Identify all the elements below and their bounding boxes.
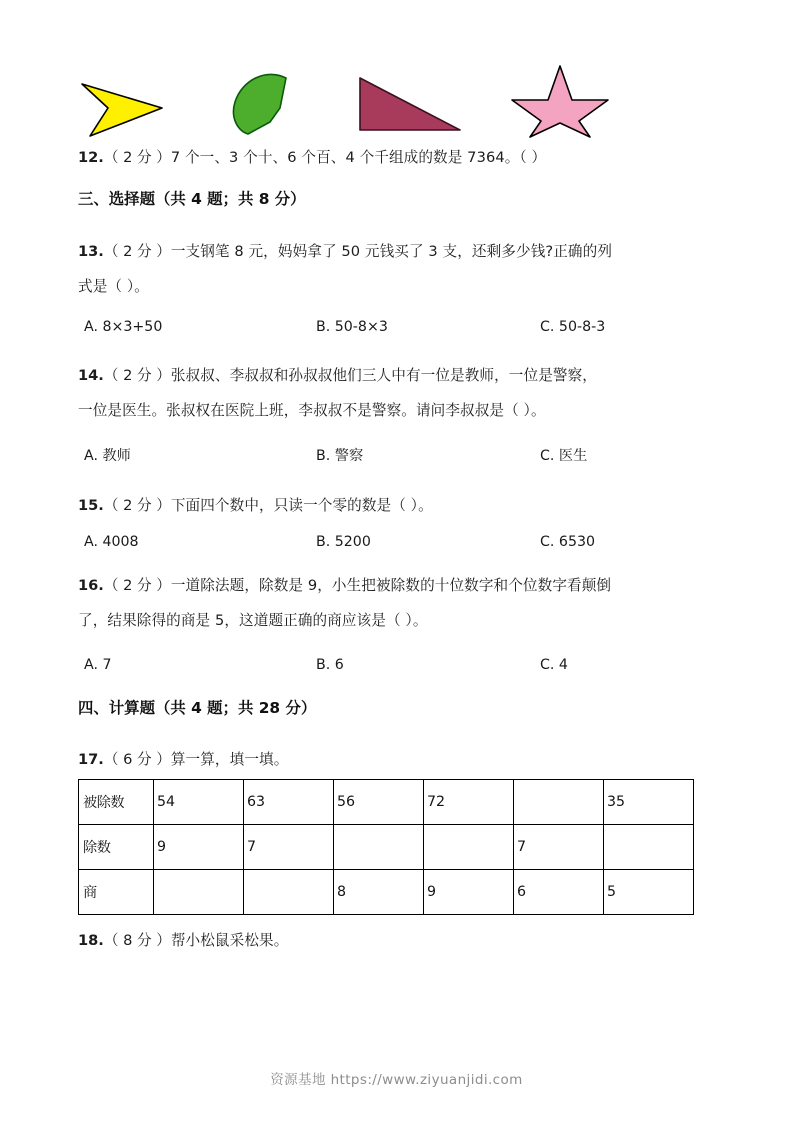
- divisor-cell-1[interactable]: 9: [154, 825, 244, 870]
- question-14-line1: [78, 360, 718, 391]
- row-header-divisor: 除数: [79, 825, 154, 870]
- question-14-score: （ 2 分 ）: [103, 367, 171, 384]
- division-practice-table-wrapper: [78, 779, 668, 915]
- row-header-quotient: 商: [79, 870, 154, 915]
- dividend-cell-1[interactable]: 54: [154, 780, 244, 825]
- question-14-option-c[interactable]: C. 医生: [540, 448, 588, 464]
- section-heading-four: 四、计算题（共 4 题；共 28 分）: [78, 699, 317, 717]
- dividend-cell-5[interactable]: [514, 780, 604, 825]
- question-14-number: 14.: [78, 367, 104, 384]
- question-16-text-line2: 了，结果除得的商是 5，这道题正确的商应该是（ ）。: [78, 612, 428, 629]
- table-row: [79, 780, 694, 825]
- dividend-cell-3[interactable]: 56: [334, 780, 424, 825]
- question-13-options: [78, 314, 718, 340]
- shapes-illustration-row: [78, 52, 678, 140]
- question-15-option-a[interactable]: A. 4008: [84, 534, 139, 550]
- question-15-option-b[interactable]: B. 5200: [316, 534, 371, 550]
- question-18: [78, 925, 718, 956]
- green-leaf-icon: [208, 52, 338, 140]
- question-13-score: （ 2 分 ）: [103, 243, 171, 260]
- question-13-text-line2: 式是（ ）。: [78, 278, 149, 295]
- division-practice-table-body: [79, 780, 694, 915]
- maroon-right-triangle-icon: [344, 52, 474, 140]
- row-header-dividend: 被除数: [79, 780, 154, 825]
- question-14-text-line1: 张叔叔、李叔叔和孙叔叔他们三人中有一位是教师，一位是警察，: [170, 367, 597, 384]
- question-14-line2: [78, 395, 718, 426]
- divisor-cell-5[interactable]: 7: [514, 825, 604, 870]
- question-15-text: 下面四个数中，只读一个零的数是（ ）。: [170, 497, 433, 514]
- question-16-text-line1: 一道除法题，除数是 9，小生把被除数的十位数字和个位数字看颠倒: [170, 577, 612, 594]
- dividend-cell-2[interactable]: 63: [244, 780, 334, 825]
- question-16-option-a[interactable]: A. 7: [84, 657, 112, 673]
- question-13-line1: [78, 236, 718, 267]
- question-12: [78, 142, 718, 173]
- question-18-number: 18.: [78, 932, 104, 949]
- question-16-number: 16.: [78, 577, 104, 594]
- pink-star-icon: [504, 52, 634, 140]
- question-16-options: [78, 652, 718, 678]
- divisor-cell-2[interactable]: 7: [244, 825, 334, 870]
- question-16-line2: [78, 605, 718, 636]
- question-15-number: 15.: [78, 497, 104, 514]
- question-15-score: （ 2 分 ）: [103, 497, 171, 514]
- divisor-cell-6[interactable]: [604, 825, 694, 870]
- question-15: [78, 490, 718, 521]
- dividend-cell-4[interactable]: 72: [424, 780, 514, 825]
- quotient-cell-3[interactable]: 8: [334, 870, 424, 915]
- quotient-cell-5[interactable]: 6: [514, 870, 604, 915]
- question-17: [78, 744, 718, 775]
- question-12-number: 12.: [78, 149, 104, 166]
- section-heading-three: 三、选择题（共 4 题；共 8 分）: [78, 190, 306, 208]
- question-13-option-a[interactable]: A. 8×3+50: [84, 319, 163, 335]
- question-17-number: 17.: [78, 751, 104, 768]
- question-14-options: [78, 443, 718, 469]
- table-row: [79, 870, 694, 915]
- quotient-cell-2[interactable]: [244, 870, 334, 915]
- footer-watermark: 资源基地 https://www.ziyuanjidi.com: [270, 1072, 523, 1088]
- dividend-cell-6[interactable]: 35: [604, 780, 694, 825]
- question-14-option-a[interactable]: A. 教师: [84, 448, 131, 464]
- quotient-cell-6[interactable]: 5: [604, 870, 694, 915]
- quotient-cell-1[interactable]: [154, 870, 244, 915]
- question-13-line2: [78, 271, 718, 302]
- question-15-options: [78, 529, 718, 555]
- question-16-line1: [78, 570, 718, 601]
- divisor-cell-3[interactable]: [334, 825, 424, 870]
- question-17-text: 算一算，填一填。: [170, 751, 289, 768]
- question-18-text: 帮小松鼠采松果。: [170, 932, 289, 949]
- table-row: [79, 825, 694, 870]
- question-12-text: 7 个一、3 个十、6 个百、4 个千组成的数是 7364。（ ）: [170, 149, 547, 166]
- question-14-option-b[interactable]: B. 警察: [316, 448, 364, 464]
- question-16-score: （ 2 分 ）: [103, 577, 171, 594]
- question-15-option-c[interactable]: C. 6530: [540, 534, 596, 550]
- quotient-cell-4[interactable]: 9: [424, 870, 514, 915]
- question-13-number: 13.: [78, 243, 104, 260]
- question-14-text-line2: 一位是医生。张叔权在医院上班，李叔叔不是警察。请问李叔叔是（ ）。: [78, 402, 546, 419]
- question-13-option-c[interactable]: C. 50-8-3: [540, 319, 606, 335]
- question-16-option-c[interactable]: C. 4: [540, 657, 568, 673]
- yellow-arrow-icon: [78, 52, 208, 140]
- question-18-score: （ 8 分 ）: [103, 932, 171, 949]
- question-13-option-b[interactable]: B. 50-8×3: [316, 319, 388, 335]
- question-12-score: （ 2 分 ）: [103, 149, 171, 166]
- question-13-text-line1: 一支钢笔 8 元，妈妈拿了 50 元钱买了 3 支，还剩多少钱?正确的列: [170, 243, 613, 260]
- question-17-score: （ 6 分 ）: [103, 751, 171, 768]
- divisor-cell-4[interactable]: [424, 825, 514, 870]
- division-practice-table: [78, 779, 694, 915]
- question-16-option-b[interactable]: B. 6: [316, 657, 344, 673]
